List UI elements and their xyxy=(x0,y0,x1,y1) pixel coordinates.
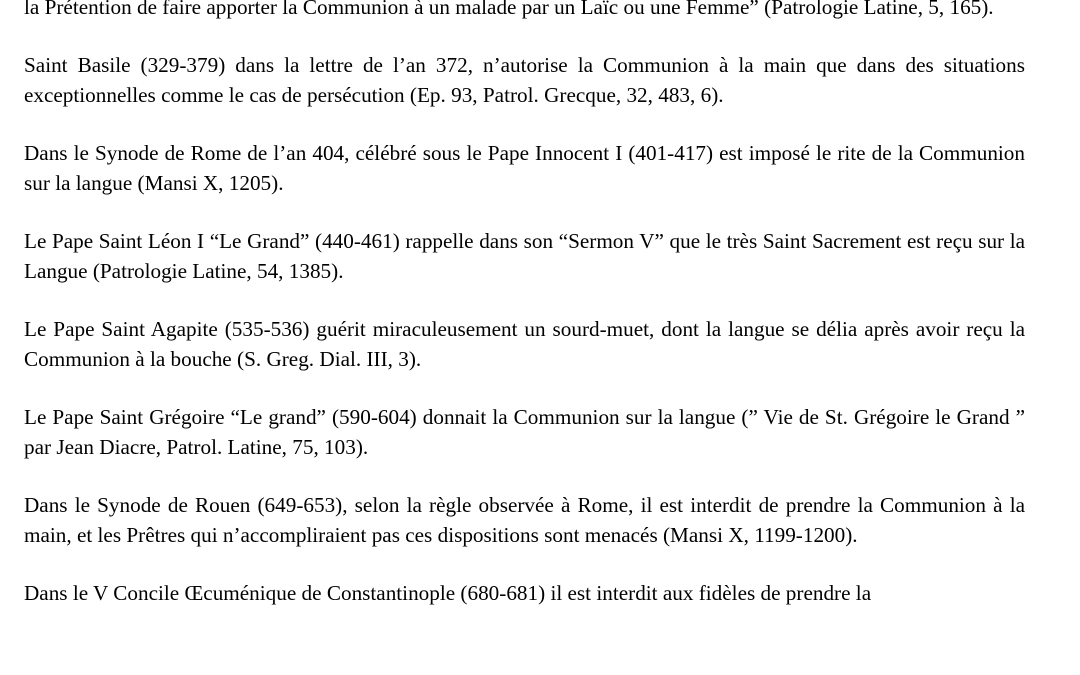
paragraph-saint-agapite: Le Pape Saint Agapite (535-536) guérit miraculeusement un sourd-muet, dont la langue se délia après avoir reçu la Communion à la bouche (S. Greg. Dial. III, 3). xyxy=(24,317,1025,371)
paragraph-saint-leon: Le Pape Saint Léon I “Le Grand” (440-461) rappelle dans son “Sermon V” que le très Saint Sacrement est reçu sur la Langue (Patrologie Latine, 54, 1385). xyxy=(24,229,1025,283)
paragraph-concile-constantinople: Dans le V Concile Œcuménique de Constantinople (680-681) il est interdit aux fidèles de prendre la xyxy=(24,581,872,605)
document-body xyxy=(24,0,1025,636)
paragraph-synode-de-rome: Dans le Synode de Rome de l’an 404, célébré sous le Pape Innocent I (401-417) est imposé le rite de la Communion sur la langue (Mansi X, 1205). xyxy=(24,141,1025,195)
paragraph-saint-gregoire: Le Pape Saint Grégoire “Le grand” (590-604) donnait la Communion sur la langue (” Vie de St. Grégoire le Grand ” par Jean Diacre, Patrol. Latine, 75, 103). xyxy=(24,405,1025,459)
paragraph-synode-de-rouen: Dans le Synode de Rouen (649-653), selon la règle observée à Rome, il est interdit de prendre la Communion à la main, et les Prêtres qui n’accompliraient pas ces dispositions sont menacés (Mansi X, 1199-1200). xyxy=(24,493,1025,547)
paragraph-saint-basile: Saint Basile (329-379) dans la lettre de l’an 372, n’autorise la Communion à la main que dans des situations exceptionnelles comme le cas de persécution (Ep. 93, Patrol. Grecque, 32, 483, 6). xyxy=(24,53,1025,107)
paragraph-patrologie-latine: la Prétention de faire apporter la Communion à un malade par un Laïc ou une Femme” (Patrologie Latine, 5, 165). xyxy=(24,0,994,19)
